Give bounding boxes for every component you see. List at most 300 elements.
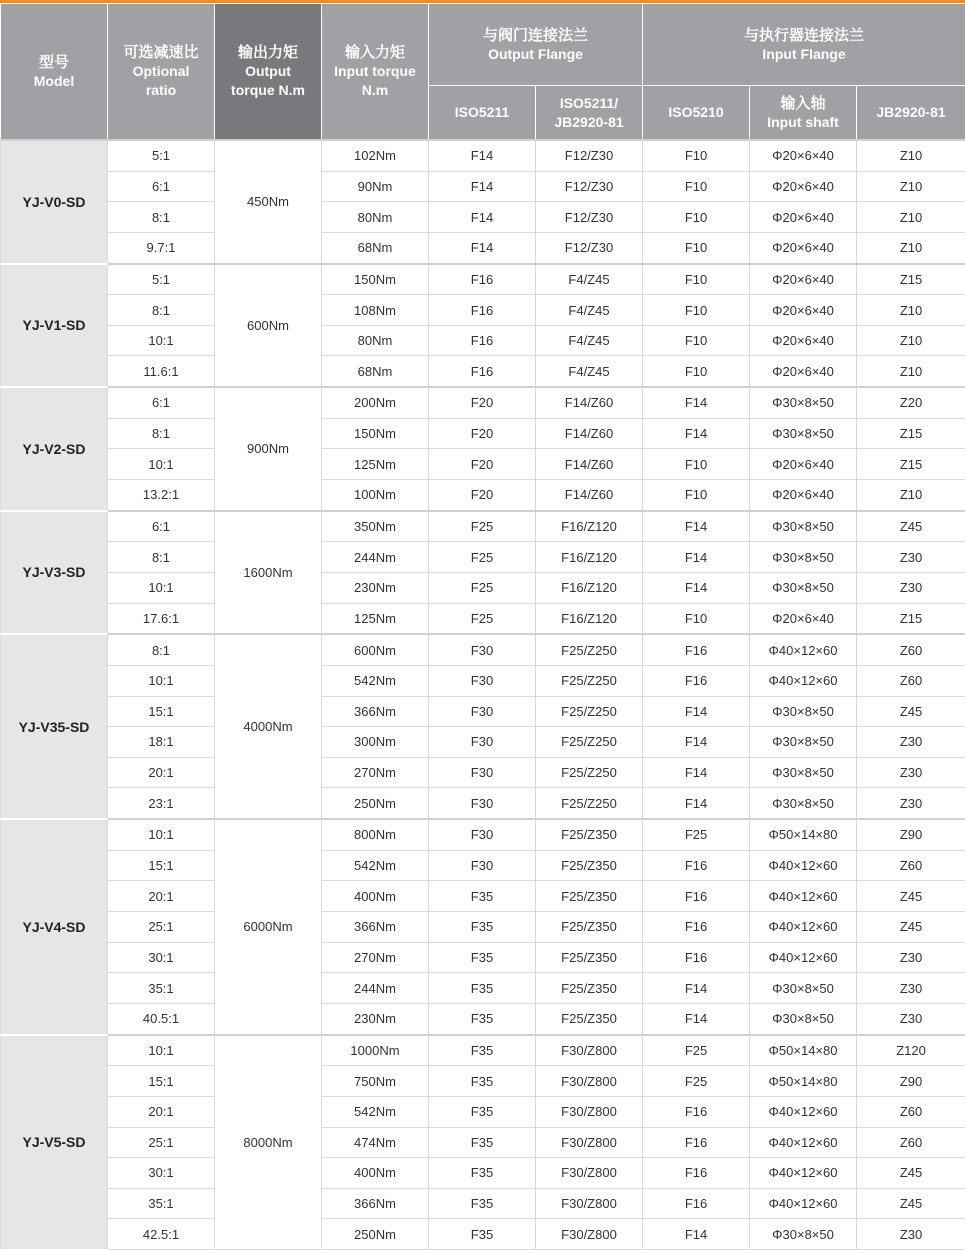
input-shaft-cell: Φ40×12×60 xyxy=(750,1096,857,1127)
iso5211-cell: F35 xyxy=(429,942,536,973)
iso5211-jb2920-cell: F30/Z800 xyxy=(536,1066,643,1097)
ratio-cell: 30:1 xyxy=(108,942,215,973)
jb2920-cell: Z10 xyxy=(857,480,965,511)
input-torque-cell: 542Nm xyxy=(322,1096,429,1127)
iso5211-jb2920-cell: F16/Z120 xyxy=(536,511,643,542)
iso5211-jb2920-cell: F25/Z350 xyxy=(536,912,643,943)
iso5211-jb2920-cell: F14/Z60 xyxy=(536,418,643,449)
jb2920-cell: Z30 xyxy=(857,788,965,819)
iso5210-cell: F14 xyxy=(643,572,750,603)
input-shaft-cell: Φ40×12×60 xyxy=(750,912,857,943)
input-shaft-cell: Φ40×12×60 xyxy=(750,850,857,881)
iso5211-cell: F35 xyxy=(429,1219,536,1250)
ratio-cell: 15:1 xyxy=(108,850,215,881)
iso5211-cell: F20 xyxy=(429,387,536,418)
iso5211-jb2920-cell: F25/Z350 xyxy=(536,819,643,850)
input-torque-cell: 366Nm xyxy=(322,912,429,943)
iso5211-cell: F25 xyxy=(429,542,536,573)
input-torque-cell: 542Nm xyxy=(322,850,429,881)
table-row xyxy=(1,1127,965,1158)
iso5211-cell: F35 xyxy=(429,912,536,943)
iso5210-cell: F10 xyxy=(643,264,750,295)
ratio-cell: 10:1 xyxy=(108,819,215,850)
table-row xyxy=(1,973,965,1004)
iso5210-cell: F14 xyxy=(643,387,750,418)
iso5210-cell: F14 xyxy=(643,727,750,758)
iso5210-cell: F16 xyxy=(643,634,750,665)
iso5211-cell: F30 xyxy=(429,727,536,758)
iso5211-jb2920-cell: F25/Z350 xyxy=(536,850,643,881)
jb2920-cell: Z30 xyxy=(857,727,965,758)
table-row xyxy=(1,1066,965,1097)
input-shaft-cell: Φ30×8×50 xyxy=(750,511,857,542)
input-shaft-cell: Φ40×12×60 xyxy=(750,1188,857,1219)
table-row xyxy=(1,418,965,449)
iso5211-jb2920-cell: F25/Z350 xyxy=(536,942,643,973)
iso5211-jb2920-cell: F16/Z120 xyxy=(536,603,643,634)
jb2920-cell: Z45 xyxy=(857,1158,965,1189)
iso5210-cell: F14 xyxy=(643,1219,750,1250)
header-iso5210: ISO5210 xyxy=(643,86,750,141)
input-torque-cell: 750Nm xyxy=(322,1066,429,1097)
jb2920-cell: Z30 xyxy=(857,942,965,973)
jb2920-cell: Z90 xyxy=(857,1066,965,1097)
input-shaft-cell: Φ50×14×80 xyxy=(750,819,857,850)
input-shaft-cell: Φ30×8×50 xyxy=(750,696,857,727)
jb2920-cell: Z15 xyxy=(857,264,965,295)
iso5211-jb2920-cell: F14/Z60 xyxy=(536,387,643,418)
header-iso5211: ISO5211 xyxy=(429,86,536,141)
jb2920-cell: Z45 xyxy=(857,912,965,943)
table-row xyxy=(1,881,965,912)
input-shaft-cell: Φ30×8×50 xyxy=(750,387,857,418)
input-torque-cell: 300Nm xyxy=(322,727,429,758)
header-iso5211-jb2920: ISO5211/ JB2920-81 xyxy=(536,86,643,141)
iso5211-cell: F30 xyxy=(429,788,536,819)
iso5211-cell: F14 xyxy=(429,171,536,202)
iso5210-cell: F10 xyxy=(643,295,750,326)
iso5211-cell: F35 xyxy=(429,1158,536,1189)
iso5210-cell: F10 xyxy=(643,480,750,511)
iso5210-cell: F25 xyxy=(643,819,750,850)
input-shaft-cell: Φ20×6×40 xyxy=(750,295,857,326)
iso5211-cell: F16 xyxy=(429,325,536,356)
jb2920-cell: Z30 xyxy=(857,1219,965,1250)
input-shaft-cell: Φ20×6×40 xyxy=(750,603,857,634)
ratio-cell: 20:1 xyxy=(108,1096,215,1127)
jb2920-cell: Z10 xyxy=(857,140,965,171)
header-input-flange: 与执行器连接法兰 Input Flange xyxy=(643,4,965,86)
model-cell: YJ-V0-SD xyxy=(1,140,108,264)
table-row xyxy=(1,1096,965,1127)
table-row xyxy=(1,819,965,850)
iso5211-cell: F30 xyxy=(429,819,536,850)
table-body xyxy=(1,140,965,1250)
ratio-cell: 20:1 xyxy=(108,757,215,788)
input-torque-cell: 100Nm xyxy=(322,480,429,511)
ratio-cell: 5:1 xyxy=(108,140,215,171)
iso5211-jb2920-cell: F4/Z45 xyxy=(536,264,643,295)
iso5211-cell: F30 xyxy=(429,696,536,727)
iso5211-cell: F20 xyxy=(429,480,536,511)
ratio-cell: 18:1 xyxy=(108,727,215,758)
model-cell: YJ-V1-SD xyxy=(1,264,108,388)
jb2920-cell: Z15 xyxy=(857,603,965,634)
iso5210-cell: F16 xyxy=(643,942,750,973)
input-shaft-cell: Φ20×6×40 xyxy=(750,202,857,233)
iso5211-cell: F25 xyxy=(429,511,536,542)
ratio-cell: 6:1 xyxy=(108,387,215,418)
input-torque-cell: 150Nm xyxy=(322,264,429,295)
jb2920-cell: Z120 xyxy=(857,1035,965,1066)
table-header xyxy=(1,4,965,141)
ratio-cell: 10:1 xyxy=(108,1035,215,1066)
input-torque-cell: 200Nm xyxy=(322,387,429,418)
iso5211-cell: F30 xyxy=(429,757,536,788)
input-torque-cell: 125Nm xyxy=(322,449,429,480)
header-output-flange: 与阀门连接法兰 Output Flange xyxy=(429,4,643,86)
table-row xyxy=(1,387,965,418)
output-torque-cell: 1600Nm xyxy=(215,511,322,635)
table-row xyxy=(1,140,965,171)
iso5210-cell: F14 xyxy=(643,1003,750,1034)
iso5211-cell: F16 xyxy=(429,264,536,295)
output-torque-cell: 4000Nm xyxy=(215,634,322,819)
iso5211-jb2920-cell: F12/Z30 xyxy=(536,232,643,263)
table-row xyxy=(1,757,965,788)
table-row xyxy=(1,1035,965,1066)
jb2920-cell: Z30 xyxy=(857,542,965,573)
iso5211-jb2920-cell: F14/Z60 xyxy=(536,480,643,511)
ratio-cell: 8:1 xyxy=(108,634,215,665)
input-shaft-cell: Φ50×14×80 xyxy=(750,1035,857,1066)
jb2920-cell: Z10 xyxy=(857,232,965,263)
ratio-cell: 8:1 xyxy=(108,542,215,573)
ratio-cell: 5:1 xyxy=(108,264,215,295)
iso5210-cell: F10 xyxy=(643,202,750,233)
input-torque-cell: 68Nm xyxy=(322,356,429,387)
header-ratio: 可选减速比 Optional ratio xyxy=(108,4,215,141)
ratio-cell: 15:1 xyxy=(108,696,215,727)
iso5210-cell: F16 xyxy=(643,881,750,912)
input-torque-cell: 230Nm xyxy=(322,572,429,603)
ratio-cell: 9.7:1 xyxy=(108,232,215,263)
iso5211-cell: F16 xyxy=(429,295,536,326)
jb2920-cell: Z45 xyxy=(857,511,965,542)
table-row xyxy=(1,1003,965,1034)
iso5211-cell: F30 xyxy=(429,665,536,696)
table-row xyxy=(1,295,965,326)
input-torque-cell: 90Nm xyxy=(322,171,429,202)
input-shaft-cell: Φ40×12×60 xyxy=(750,1127,857,1158)
iso5210-cell: F16 xyxy=(643,665,750,696)
jb2920-cell: Z30 xyxy=(857,757,965,788)
input-shaft-cell: Φ30×8×50 xyxy=(750,973,857,1004)
input-shaft-cell: Φ40×12×60 xyxy=(750,1158,857,1189)
input-torque-cell: 270Nm xyxy=(322,757,429,788)
iso5210-cell: F14 xyxy=(643,542,750,573)
input-shaft-cell: Φ20×6×40 xyxy=(750,232,857,263)
input-shaft-cell: Φ20×6×40 xyxy=(750,140,857,171)
input-shaft-cell: Φ20×6×40 xyxy=(750,325,857,356)
iso5211-jb2920-cell: F25/Z350 xyxy=(536,881,643,912)
input-torque-cell: 68Nm xyxy=(322,232,429,263)
input-shaft-cell: Φ30×8×50 xyxy=(750,788,857,819)
table-row xyxy=(1,572,965,603)
iso5210-cell: F14 xyxy=(643,973,750,1004)
input-torque-cell: 244Nm xyxy=(322,542,429,573)
iso5211-cell: F35 xyxy=(429,1096,536,1127)
table-row xyxy=(1,542,965,573)
jb2920-cell: Z60 xyxy=(857,850,965,881)
input-shaft-cell: Φ20×6×40 xyxy=(750,449,857,480)
jb2920-cell: Z10 xyxy=(857,202,965,233)
iso5211-cell: F14 xyxy=(429,140,536,171)
table-row xyxy=(1,603,965,634)
iso5211-jb2920-cell: F16/Z120 xyxy=(536,542,643,573)
iso5210-cell: F10 xyxy=(643,356,750,387)
ratio-cell: 17.6:1 xyxy=(108,603,215,634)
model-cell: YJ-V3-SD xyxy=(1,511,108,635)
iso5211-jb2920-cell: F25/Z250 xyxy=(536,696,643,727)
header-input-shaft: 输入轴 Input shaft xyxy=(750,86,857,141)
iso5211-jb2920-cell: F25/Z250 xyxy=(536,727,643,758)
iso5210-cell: F10 xyxy=(643,603,750,634)
header-model: 型号 Model xyxy=(1,4,108,141)
iso5211-cell: F35 xyxy=(429,1066,536,1097)
iso5211-cell: F14 xyxy=(429,202,536,233)
input-torque-cell: 366Nm xyxy=(322,696,429,727)
iso5210-cell: F16 xyxy=(643,1158,750,1189)
input-shaft-cell: Φ30×8×50 xyxy=(750,572,857,603)
iso5211-cell: F35 xyxy=(429,973,536,1004)
input-torque-cell: 366Nm xyxy=(322,1188,429,1219)
iso5211-jb2920-cell: F4/Z45 xyxy=(536,295,643,326)
jb2920-cell: Z20 xyxy=(857,387,965,418)
input-shaft-cell: Φ50×14×80 xyxy=(750,1066,857,1097)
jb2920-cell: Z30 xyxy=(857,572,965,603)
ratio-cell: 35:1 xyxy=(108,1188,215,1219)
iso5211-cell: F30 xyxy=(429,634,536,665)
iso5210-cell: F10 xyxy=(643,140,750,171)
table-row xyxy=(1,449,965,480)
ratio-cell: 15:1 xyxy=(108,1066,215,1097)
jb2920-cell: Z10 xyxy=(857,325,965,356)
iso5210-cell: F25 xyxy=(643,1035,750,1066)
jb2920-cell: Z10 xyxy=(857,171,965,202)
input-torque-cell: 1000Nm xyxy=(322,1035,429,1066)
iso5210-cell: F16 xyxy=(643,1096,750,1127)
iso5211-cell: F30 xyxy=(429,850,536,881)
iso5210-cell: F14 xyxy=(643,418,750,449)
iso5211-jb2920-cell: F25/Z350 xyxy=(536,1003,643,1034)
iso5211-cell: F20 xyxy=(429,418,536,449)
iso5211-jb2920-cell: F30/Z800 xyxy=(536,1127,643,1158)
input-torque-cell: 230Nm xyxy=(322,1003,429,1034)
iso5211-cell: F25 xyxy=(429,603,536,634)
jb2920-cell: Z10 xyxy=(857,295,965,326)
ratio-cell: 42.5:1 xyxy=(108,1219,215,1250)
input-torque-cell: 400Nm xyxy=(322,1158,429,1189)
input-torque-cell: 474Nm xyxy=(322,1127,429,1158)
iso5211-jb2920-cell: F4/Z45 xyxy=(536,356,643,387)
table-row xyxy=(1,850,965,881)
table-row xyxy=(1,232,965,263)
input-shaft-cell: Φ40×12×60 xyxy=(750,665,857,696)
input-torque-cell: 150Nm xyxy=(322,418,429,449)
input-torque-cell: 250Nm xyxy=(322,788,429,819)
table-row xyxy=(1,356,965,387)
header-output-torque: 输出力矩 Output torque N.m xyxy=(215,4,322,141)
input-shaft-cell: Φ20×6×40 xyxy=(750,356,857,387)
iso5210-cell: F14 xyxy=(643,696,750,727)
ratio-cell: 10:1 xyxy=(108,665,215,696)
input-torque-cell: 108Nm xyxy=(322,295,429,326)
header-input-torque: 输入力矩 Input torque N.m xyxy=(322,4,429,141)
jb2920-cell: Z30 xyxy=(857,973,965,1004)
output-torque-cell: 900Nm xyxy=(215,387,322,511)
ratio-cell: 35:1 xyxy=(108,973,215,1004)
table-row xyxy=(1,696,965,727)
input-torque-cell: 250Nm xyxy=(322,1219,429,1250)
jb2920-cell: Z90 xyxy=(857,819,965,850)
input-torque-cell: 244Nm xyxy=(322,973,429,1004)
jb2920-cell: Z60 xyxy=(857,1096,965,1127)
jb2920-cell: Z45 xyxy=(857,1188,965,1219)
jb2920-cell: Z60 xyxy=(857,634,965,665)
table-row xyxy=(1,1158,965,1189)
input-shaft-cell: Φ20×6×40 xyxy=(750,171,857,202)
jb2920-cell: Z15 xyxy=(857,418,965,449)
iso5211-cell: F35 xyxy=(429,1127,536,1158)
ratio-cell: 8:1 xyxy=(108,202,215,233)
iso5210-cell: F16 xyxy=(643,912,750,943)
input-shaft-cell: Φ40×12×60 xyxy=(750,942,857,973)
iso5210-cell: F10 xyxy=(643,232,750,263)
input-shaft-cell: Φ30×8×50 xyxy=(750,418,857,449)
table-row xyxy=(1,634,965,665)
iso5211-jb2920-cell: F25/Z350 xyxy=(536,973,643,1004)
ratio-cell: 8:1 xyxy=(108,418,215,449)
input-shaft-cell: Φ30×8×50 xyxy=(750,757,857,788)
iso5211-cell: F16 xyxy=(429,356,536,387)
model-cell: YJ-V4-SD xyxy=(1,819,108,1034)
output-torque-cell: 450Nm xyxy=(215,140,322,264)
ratio-cell: 10:1 xyxy=(108,572,215,603)
ratio-cell: 6:1 xyxy=(108,171,215,202)
input-torque-cell: 800Nm xyxy=(322,819,429,850)
iso5211-jb2920-cell: F25/Z250 xyxy=(536,634,643,665)
iso5211-jb2920-cell: F25/Z250 xyxy=(536,665,643,696)
input-shaft-cell: Φ30×8×50 xyxy=(750,1003,857,1034)
iso5210-cell: F10 xyxy=(643,171,750,202)
iso5211-cell: F35 xyxy=(429,1035,536,1066)
input-torque-cell: 600Nm xyxy=(322,634,429,665)
iso5211-jb2920-cell: F12/Z30 xyxy=(536,202,643,233)
ratio-cell: 25:1 xyxy=(108,912,215,943)
ratio-cell: 8:1 xyxy=(108,295,215,326)
ratio-cell: 25:1 xyxy=(108,1127,215,1158)
iso5211-jb2920-cell: F25/Z250 xyxy=(536,788,643,819)
iso5211-jb2920-cell: F30/Z800 xyxy=(536,1188,643,1219)
ratio-cell: 6:1 xyxy=(108,511,215,542)
output-torque-cell: 600Nm xyxy=(215,264,322,388)
header-jb2920: JB2920-81 xyxy=(857,86,965,141)
iso5211-jb2920-cell: F4/Z45 xyxy=(536,325,643,356)
input-shaft-cell: Φ40×12×60 xyxy=(750,634,857,665)
input-torque-cell: 102Nm xyxy=(322,140,429,171)
output-torque-cell: 8000Nm xyxy=(215,1035,322,1250)
iso5211-jb2920-cell: F14/Z60 xyxy=(536,449,643,480)
iso5211-cell: F14 xyxy=(429,232,536,263)
table-row xyxy=(1,1188,965,1219)
iso5211-jb2920-cell: F30/Z800 xyxy=(536,1096,643,1127)
model-cell: YJ-V5-SD xyxy=(1,1035,108,1250)
table-row xyxy=(1,264,965,295)
input-shaft-cell: Φ30×8×50 xyxy=(750,727,857,758)
model-cell: YJ-V2-SD xyxy=(1,387,108,511)
ratio-cell: 23:1 xyxy=(108,788,215,819)
iso5211-cell: F35 xyxy=(429,881,536,912)
iso5210-cell: F10 xyxy=(643,325,750,356)
iso5211-cell: F35 xyxy=(429,1003,536,1034)
ratio-cell: 11.6:1 xyxy=(108,356,215,387)
ratio-cell: 13.2:1 xyxy=(108,480,215,511)
table-row xyxy=(1,942,965,973)
ratio-cell: 40.5:1 xyxy=(108,1003,215,1034)
input-torque-cell: 80Nm xyxy=(322,325,429,356)
iso5211-jb2920-cell: F12/Z30 xyxy=(536,171,643,202)
jb2920-cell: Z60 xyxy=(857,665,965,696)
input-shaft-cell: Φ30×8×50 xyxy=(750,542,857,573)
table-row xyxy=(1,325,965,356)
table-row xyxy=(1,480,965,511)
iso5210-cell: F14 xyxy=(643,757,750,788)
input-torque-cell: 80Nm xyxy=(322,202,429,233)
table-row xyxy=(1,912,965,943)
iso5210-cell: F16 xyxy=(643,850,750,881)
model-cell: YJ-V35-SD xyxy=(1,634,108,819)
table-row xyxy=(1,665,965,696)
iso5211-cell: F25 xyxy=(429,572,536,603)
table-row xyxy=(1,1219,965,1250)
jb2920-cell: Z45 xyxy=(857,696,965,727)
iso5211-jb2920-cell: F12/Z30 xyxy=(536,140,643,171)
ratio-cell: 20:1 xyxy=(108,881,215,912)
jb2920-cell: Z30 xyxy=(857,1003,965,1034)
input-shaft-cell: Φ20×6×40 xyxy=(750,264,857,295)
input-torque-cell: 542Nm xyxy=(322,665,429,696)
iso5211-jb2920-cell: F16/Z120 xyxy=(536,572,643,603)
iso5210-cell: F14 xyxy=(643,788,750,819)
table-row xyxy=(1,727,965,758)
iso5211-cell: F35 xyxy=(429,1188,536,1219)
ratio-cell: 10:1 xyxy=(108,325,215,356)
input-torque-cell: 125Nm xyxy=(322,603,429,634)
iso5211-jb2920-cell: F30/Z800 xyxy=(536,1158,643,1189)
input-torque-cell: 270Nm xyxy=(322,942,429,973)
iso5210-cell: F25 xyxy=(643,1066,750,1097)
input-shaft-cell: Φ20×6×40 xyxy=(750,480,857,511)
ratio-cell: 10:1 xyxy=(108,449,215,480)
jb2920-cell: Z15 xyxy=(857,449,965,480)
iso5210-cell: F16 xyxy=(643,1188,750,1219)
gearbox-spec-table xyxy=(0,3,965,1251)
iso5211-jb2920-cell: F30/Z800 xyxy=(536,1035,643,1066)
input-shaft-cell: Φ30×8×50 xyxy=(750,1219,857,1250)
ratio-cell: 30:1 xyxy=(108,1158,215,1189)
iso5210-cell: F10 xyxy=(643,449,750,480)
